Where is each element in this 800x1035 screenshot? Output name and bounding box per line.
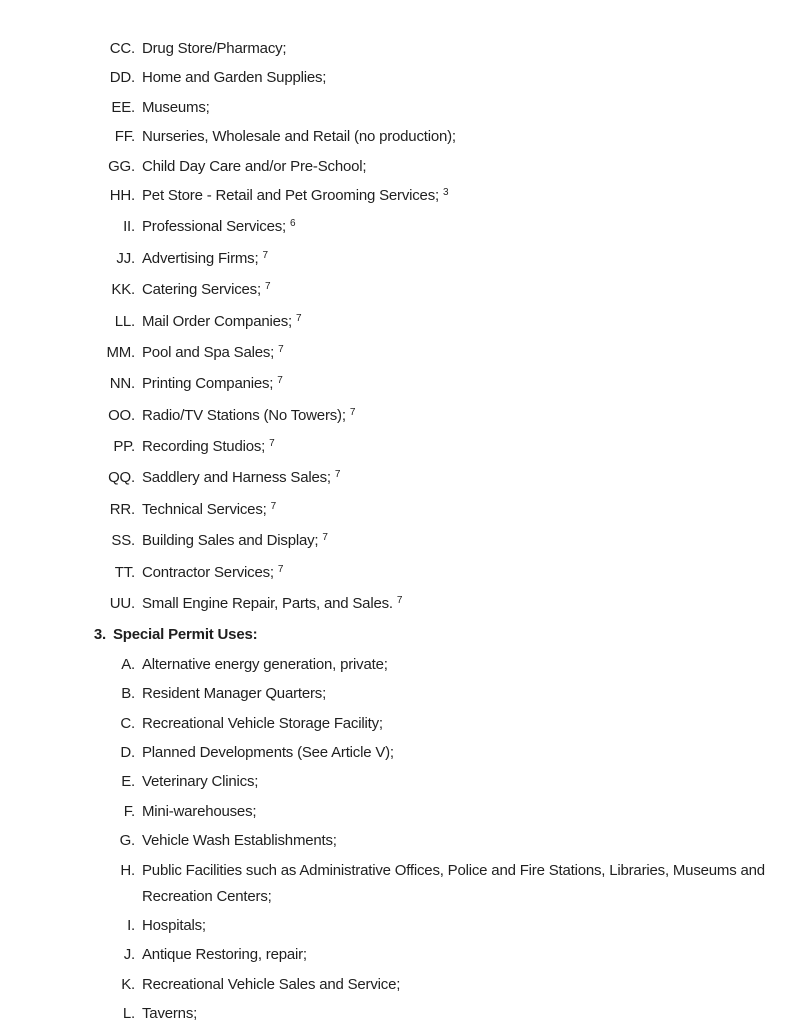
list-item	[0, 858, 800, 910]
list-item	[0, 465, 800, 493]
list-item	[0, 434, 800, 462]
item-text-body: Small Engine Repair, Parts, and Sales.	[142, 595, 393, 613]
list-item	[0, 740, 800, 766]
item-label: CC.	[109, 40, 135, 57]
item-text-body: Child Day Care and/or Pre-School;	[142, 157, 367, 175]
list-item	[0, 528, 800, 556]
item-label: J.	[123, 946, 135, 964]
footnote-reference: 7	[322, 532, 328, 544]
footnote-reference: 7	[264, 281, 271, 293]
footnote-reference: 7	[277, 375, 283, 387]
item-label: OO.	[108, 406, 135, 424]
item-label: I.	[127, 916, 135, 934]
list-item	[0, 799, 800, 825]
list-item	[0, 154, 800, 180]
item-text-body: Radio/TV Stations (No Towers);	[142, 406, 346, 424]
item-label: E.	[121, 773, 135, 791]
list-item	[0, 560, 800, 588]
item-text	[142, 246, 268, 274]
item-text-body: Nurseries, Wholesale and Retail (no production);	[142, 128, 456, 146]
item-text-body: Printing Companies;	[142, 375, 274, 393]
footnote-reference: 7	[396, 595, 403, 607]
item-text	[142, 36, 286, 62]
list-item	[0, 769, 800, 795]
footnote-reference: 7	[269, 438, 275, 450]
section-title: Special Permit Uses:	[113, 626, 258, 644]
item-text: Planned Developments (See Article V);	[142, 743, 394, 761]
item-text-body: Recording Studios;	[142, 438, 266, 456]
item-label: L.	[122, 1005, 135, 1023]
list-item	[0, 371, 800, 399]
footnote-reference: 7	[277, 563, 284, 575]
item-text	[142, 434, 275, 462]
footnote-reference: 7	[296, 312, 302, 324]
item-text	[142, 591, 402, 619]
list-item	[0, 340, 800, 368]
list-item	[0, 497, 800, 525]
footnote-reference: 3	[442, 186, 449, 198]
item-text: Hospitals;	[142, 916, 206, 934]
item-text	[142, 183, 449, 211]
item-text-body: Mail Order Companies;	[142, 312, 293, 330]
item-text	[142, 154, 366, 180]
item-text: Recreational Vehicle Sales and Service;	[142, 975, 401, 993]
item-text-body: Museums;	[142, 98, 210, 116]
item-label: NN.	[109, 375, 135, 393]
item-text-body: Home and Garden Supplies;	[142, 69, 327, 87]
item-label: MM.	[106, 343, 135, 361]
item-label: QQ.	[108, 469, 135, 487]
list-item	[0, 828, 800, 854]
list-item	[0, 65, 800, 91]
item-label: F.	[123, 802, 135, 820]
item-label: B.	[121, 685, 135, 703]
item-label: LL.	[114, 312, 135, 330]
list-item	[0, 277, 800, 305]
item-text	[142, 340, 284, 368]
item-text	[142, 214, 296, 242]
item-label: G.	[119, 832, 135, 850]
item-text-body: Contractor Services;	[142, 563, 274, 581]
list-item	[0, 246, 800, 274]
item-text	[142, 277, 271, 305]
item-text	[142, 309, 302, 337]
item-text: Public Facilities such as Administrative Offices, Police and Fire Stations, Libraries, Museums and Recreation Centers;	[142, 861, 765, 905]
list-item	[0, 942, 800, 968]
footnote-reference: 7	[278, 343, 284, 355]
list-item	[0, 124, 800, 150]
footnote-reference: 7	[334, 469, 341, 481]
footnote-reference: 7	[270, 500, 277, 512]
item-label: EE.	[111, 98, 135, 116]
section-number: 3.	[93, 626, 106, 644]
item-text: Mini-warehouses;	[142, 802, 257, 820]
list-item	[0, 652, 800, 678]
item-label: PP.	[113, 438, 135, 456]
item-label: C.	[120, 714, 135, 732]
item-label: H.	[120, 861, 135, 879]
list-item	[0, 711, 800, 737]
item-text-body: Drug Store/Pharmacy;	[142, 40, 287, 57]
item-text: Vehicle Wash Establishments;	[142, 832, 337, 850]
item-text: Taverns;	[142, 1005, 198, 1023]
item-text-body: Professional Services;	[142, 218, 286, 236]
item-text: Recreational Vehicle Storage Facility;	[142, 714, 383, 732]
list-item	[0, 403, 800, 431]
item-text	[142, 465, 340, 493]
item-label: A.	[121, 655, 135, 673]
item-label: HH.	[109, 186, 135, 204]
item-text-body: Saddlery and Harness Sales;	[142, 469, 331, 487]
item-text-body: Catering Services;	[142, 281, 261, 299]
section-heading	[0, 622, 800, 648]
item-label: RR.	[109, 500, 135, 518]
item-text: Alternative energy generation, private;	[142, 655, 388, 673]
list-item	[0, 913, 800, 939]
list-item	[0, 214, 800, 242]
list-item	[0, 309, 800, 337]
item-label: TT.	[114, 563, 135, 581]
item-text: Veterinary Clinics;	[142, 773, 259, 791]
footnote-reference: 7	[262, 249, 268, 261]
item-text: Resident Manager Quarters;	[142, 685, 327, 703]
item-text	[142, 65, 326, 91]
item-label: DD.	[109, 69, 135, 87]
list-item	[0, 95, 800, 121]
item-text-body: Technical Services;	[142, 500, 267, 518]
item-label: JJ.	[116, 249, 135, 267]
footnote-reference: 6	[290, 218, 296, 230]
item-text-body: Advertising Firms;	[142, 249, 259, 267]
item-label: FF.	[114, 128, 135, 146]
item-text	[142, 95, 210, 121]
list-item	[0, 36, 800, 62]
item-text-body: Pet Store - Retail and Pet Grooming Services;	[142, 186, 439, 204]
item-label: K.	[121, 975, 135, 993]
list-item	[0, 972, 800, 998]
footnote-reference: 7	[349, 406, 356, 418]
list-item	[0, 1001, 800, 1027]
list-item	[0, 183, 800, 211]
list-item	[0, 591, 800, 619]
item-text-body: Building Sales and Display;	[142, 532, 319, 550]
item-label: UU.	[109, 595, 135, 613]
item-text	[142, 124, 456, 150]
item-text	[142, 371, 283, 399]
item-label: D.	[120, 743, 135, 761]
item-text: Antique Restoring, repair;	[142, 946, 307, 964]
list-item	[0, 681, 800, 707]
item-text	[142, 560, 283, 588]
item-label: SS.	[111, 532, 135, 550]
item-text	[142, 528, 328, 556]
item-text	[142, 497, 276, 525]
item-text	[142, 403, 355, 431]
item-label: II.	[123, 218, 135, 236]
item-label: KK.	[111, 281, 135, 299]
item-label: GG.	[108, 157, 135, 175]
item-text-body: Pool and Spa Sales;	[142, 343, 275, 361]
